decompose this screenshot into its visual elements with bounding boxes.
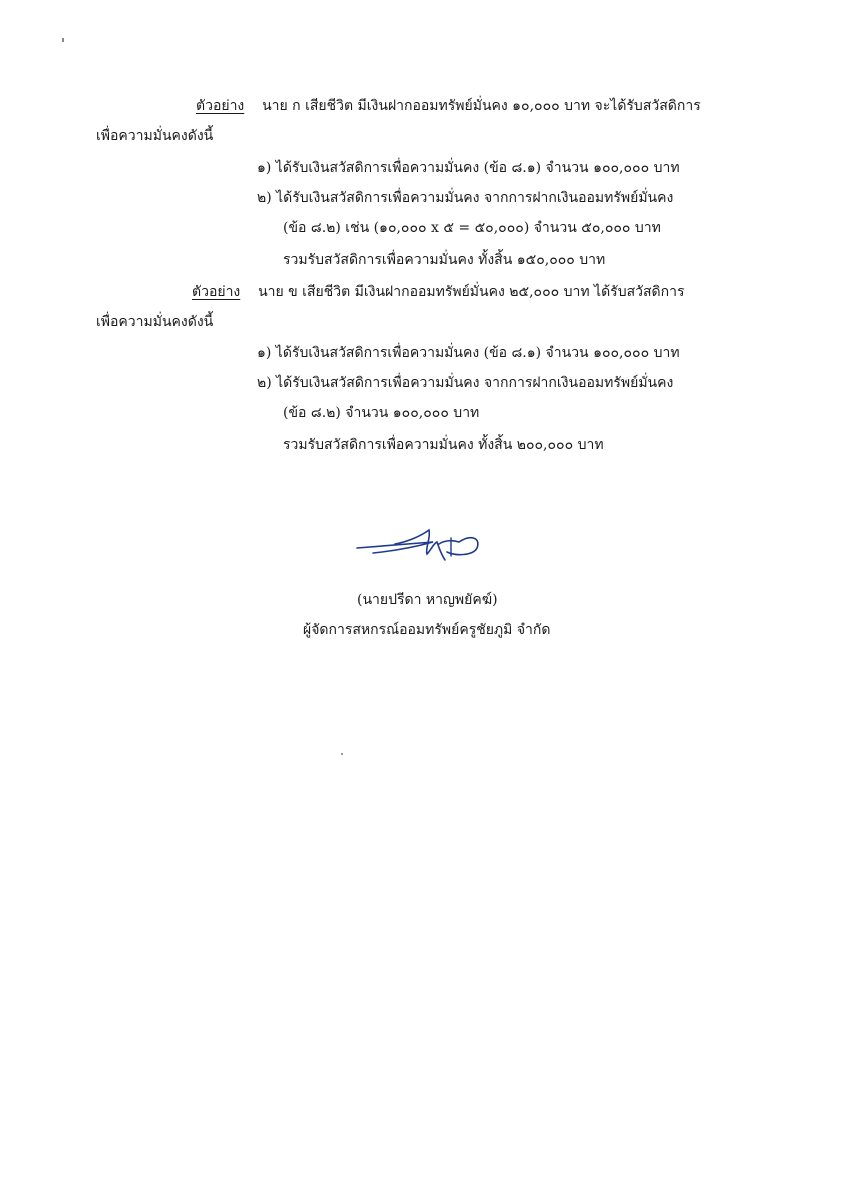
- example2-intro: [192, 282, 684, 302]
- example1-label: ตัวอย่าง: [196, 98, 245, 114]
- scan-artifact: [341, 753, 343, 755]
- handwritten-signature: [355, 520, 485, 570]
- example2-item2b: (ข้อ ๘.๒) จำนวน ๑๐๐,๐๐๐ บาท: [283, 405, 480, 421]
- example1-line1: นาย ก เสียชีวิต มีเงินฝากออมทรัพย์มั่นคง ๑๐,๐๐๐ บาท จะได้รับสวัสดิการ: [262, 98, 701, 114]
- example2-item2a: ๒) ได้รับเงินสวัสดิการเพื่อความมั่นคง จากการฝากเงินออมทรัพย์มั่นคง: [257, 375, 674, 391]
- example1-line2: เพื่อความมั่นคงดังนี้: [96, 128, 214, 144]
- example1-total: รวมรับสวัสดิการเพื่อความมั่นคง ทั้งสิ้น ๑๕๐,๐๐๐ บาท: [283, 252, 606, 268]
- example2-line1: นาย ข เสียชีวิต มีเงินฝากออมทรัพย์มั่นคง ๒๕,๐๐๐ บาท ได้รับสวัสดิการ: [258, 284, 685, 300]
- example2-total: รวมรับสวัสดิการเพื่อความมั่นคง ทั้งสิ้น ๒๐๐,๐๐๐ บาท: [283, 437, 604, 453]
- scan-artifact: [62, 38, 64, 42]
- example1-intro: [196, 96, 701, 116]
- example2-label: ตัวอย่าง: [192, 284, 241, 300]
- example2-item1: ๑) ได้รับเงินสวัสดิการเพื่อความมั่นคง (ข้อ ๘.๑) จำนวน ๑๐๐,๐๐๐ บาท: [257, 345, 680, 361]
- example2-line2: เพื่อความมั่นคงดังนี้: [96, 314, 214, 330]
- signer-name: (นายปรีดา หาญพยัคฆ์): [357, 592, 498, 608]
- example1-item2b: (ข้อ ๘.๒) เช่น (๑๐,๐๐๐ x ๕ = ๕๐,๐๐๐) จำนวน ๕๐,๐๐๐ บาท: [283, 220, 661, 236]
- example1-item1: ๑) ได้รับเงินสวัสดิการเพื่อความมั่นคง (ข้อ ๘.๑) จำนวน ๑๐๐,๐๐๐ บาท: [257, 160, 680, 176]
- signer-position: ผู้จัดการสหกรณ์ออมทรัพย์ครูชัยภูมิ จำกัด: [303, 622, 551, 638]
- example1-item2a: ๒) ได้รับเงินสวัสดิการเพื่อความมั่นคง จากการฝากเงินออมทรัพย์มั่นคง: [257, 190, 674, 206]
